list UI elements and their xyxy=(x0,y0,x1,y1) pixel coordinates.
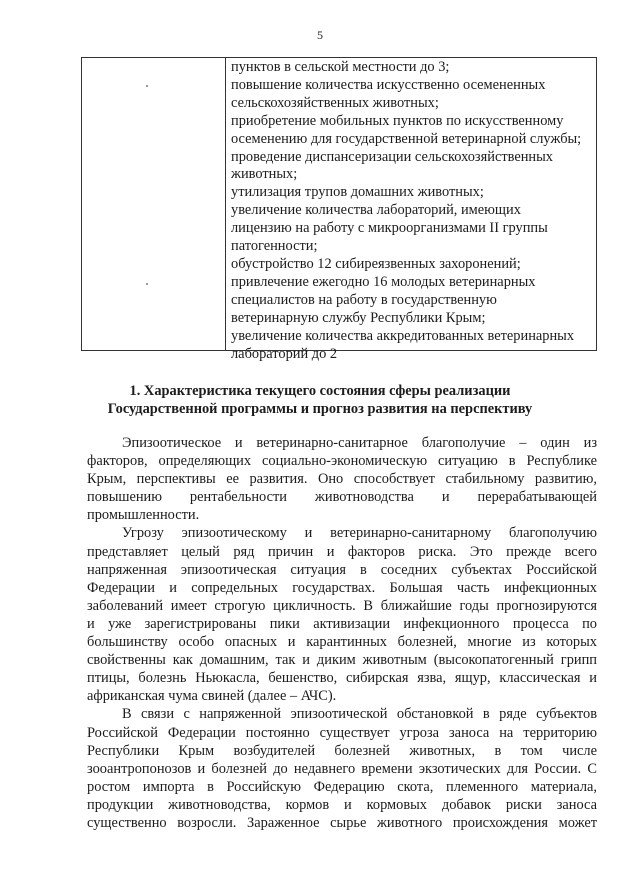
table-line: пунктов в сельской местности до 3; xyxy=(231,59,450,75)
text-line: Крым, перспективы ее развития. Оно способствует стабильному развитию, xyxy=(87,471,597,488)
text-line: Угрозу эпизоотическому и ветеринарно-санитарному благополучию xyxy=(122,525,597,542)
table-line: специалистов на работу в государственную xyxy=(231,291,497,308)
page-number: 5 xyxy=(317,28,323,42)
text-line: и уже зарегистрированы пики активизации инфекционного процесса по xyxy=(87,615,597,632)
table-line: обустройство 12 сибиреязвенных захоронений; xyxy=(231,255,521,272)
text-line: продукции животноводства, кормов и кормовых добавок риски заноса xyxy=(87,796,597,813)
table-line: привлечение ежегодно 16 молодых ветеринарных xyxy=(231,273,536,290)
paragraph xyxy=(87,434,597,524)
table-line: лабораторий до 2 xyxy=(231,345,338,362)
text-line: птицы, болезнь Ньюкасла, бешенство, сибирская язва, ящур, классическая и xyxy=(87,670,597,687)
text-line: свойственны как домашним, так и диким животным (высокопатогенный грипп xyxy=(87,652,597,669)
text-line: ростом импорта в Российскую Федерацию скота, племенного материала, xyxy=(87,778,597,795)
text-line: большинству особо опасных и карантинных болезней, многие из которых xyxy=(87,634,597,651)
table-line: повышение количества искусственно осемененных xyxy=(231,76,546,93)
table-line: утилизация трупов домашних животных; xyxy=(231,184,484,201)
text-line: представляет целый ряд причин и факторов риска. Это прежде всего xyxy=(87,543,597,560)
table-line: лицензию на работу с микроорганизмами II группы xyxy=(231,220,548,237)
table-right-cell xyxy=(226,58,596,362)
table-line: увеличение количества аккредитованных ветеринарных xyxy=(231,327,575,344)
body-text xyxy=(87,434,597,832)
section-heading xyxy=(0,382,640,418)
text-line: африканская чума свиней (далее – АЧС). xyxy=(87,688,337,705)
table-line: сельскохозяйственных животных; xyxy=(231,94,439,111)
text-line: напряженная эпизоотическая ситуация в соседних субъектах Российской xyxy=(87,561,597,578)
measures-table xyxy=(81,57,597,362)
paragraph xyxy=(87,524,597,705)
text-line: существенно возросли. Зараженное сырье животного происхождения может xyxy=(87,814,597,831)
scan-dot xyxy=(146,283,148,285)
table-line: приобретение мобильных пунктов по искусственному xyxy=(231,112,564,129)
table-line: проведение диспансеризации сельскохозяйственных xyxy=(231,148,553,165)
text-line: Республики Крым возбудителей болезней животных, в том числе xyxy=(87,742,597,759)
text-line: В связи с напряженной эпизоотической обстановкой в ряде субъектов xyxy=(122,706,597,723)
text-line: Эпизоотическое и ветеринарно-санитарное благополучие – один из xyxy=(122,435,597,451)
text-line: Федерации и сопредельных государствах. Большая часть инфекционных xyxy=(87,579,597,596)
text-line: факторов, определяющих социально-экономическую ситуацию в Республике xyxy=(87,453,597,470)
table-line: патогенности; xyxy=(231,238,318,255)
text-line: промышленности. xyxy=(87,507,200,524)
table-left-cell xyxy=(82,58,226,350)
table-line: увеличение количества лабораторий, имеющих xyxy=(231,202,521,219)
table-line: осеменению для государственной ветеринарной службы; xyxy=(231,130,582,147)
text-line: заболеваний имеет строгую цикличность. В ближайшие годы прогнозируются xyxy=(87,597,597,614)
text-line: Российской Федерации постоянно существует угроза заноса на территорию xyxy=(87,724,597,741)
table-line: животных; xyxy=(231,166,298,183)
table-line: ветеринарную службу Республики Крым; xyxy=(231,309,486,326)
section-heading-line: 1. Характеристика текущего состояния сферы реализации xyxy=(129,383,511,399)
paragraph xyxy=(87,705,597,832)
scan-dot xyxy=(146,85,148,87)
text-line: повышению рентабельности животноводства и перерабатывающей xyxy=(87,489,597,506)
section-heading-line: Государственной программы и прогноз развития на перспективу xyxy=(107,401,533,417)
text-line: зооантропонозов и болезней до недавнего времени экзотических для России. С xyxy=(87,760,597,777)
